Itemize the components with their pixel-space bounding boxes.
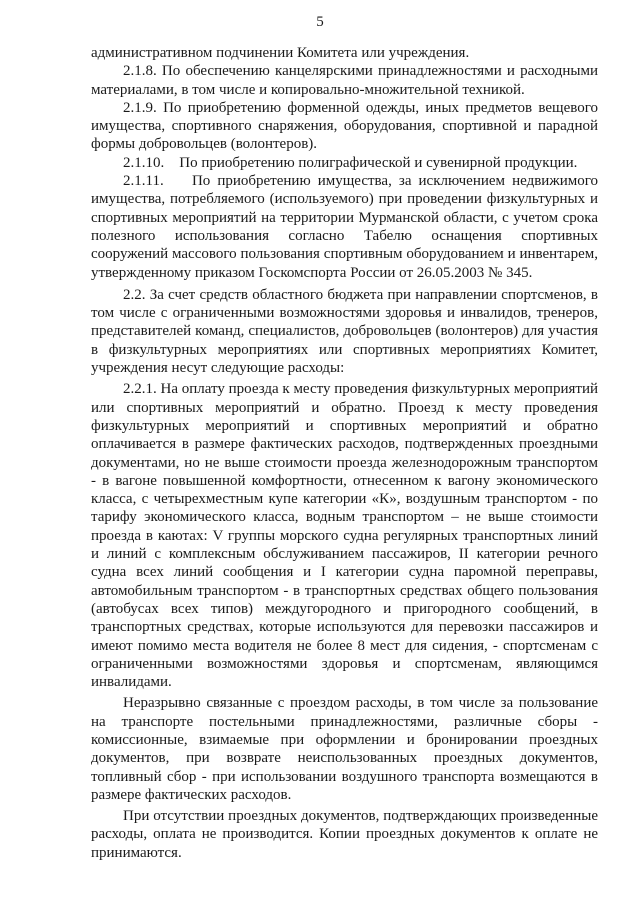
paragraph-2-1-11: 2.1.11. По приобретению имущества, за исключением недвижимого имущества, потребляемого (используемого) при проведении физкультурных и спортивных мероприятий на территории Мурманской области, с учетом срока полезного использования согласно Табелю оснащения спортивных сооружений массового пользования спортивным оборудованием и инвентарем, утвержденному приказом Госкомспорта России от 26.05.2003 № 345. [91,173,602,281]
paragraph-no-documents: При отсутствии проездных документов, подтверждающих произведенные расходы, оплата не производится. Копии проездных документов к оплате не принимаются. [91,808,598,861]
page-number: 5 [316,14,324,30]
paragraph-2-1-8: 2.1.8. По обеспечению канцелярскими принадлежностями и расходными материалами, в том числе и копировально-множительной техникой. [91,63,598,98]
paragraph-2-2: 2.2. За счет средств областного бюджета при направлении спортсменов, в том числе с ограниченными возможностями здоровья и инвалидов, тренеров, представителей команд, специалистов, добровольцев (волонтеров) для участия в физкультурных мероприятиях или спортивных мероприятиях Комитет, учреждения несут следующие расходы: [91,286,598,377]
paragraph-continuation: административном подчинении Комитета или учреждения. [91,45,470,61]
paragraph-2-2-1: 2.2.1. На оплату проезда к месту проведения физкультурных мероприятий или спортивных мероприятий и обратно. Проезд к месту проведения физкультурных мероприятий и спортивных мероприятий и обратно оплачивается в размере фактических расходов, подтвержденных проездными документами, но не выше стоимости проезда железнодорожным транспортом - в вагоне повышенной комфортности, отнесенном к вагону экономического класса, с четырехместным купе категории «К», воздушным транспортом - по тарифу экономического класса, водным транспортом – не выше стоимости проезда в каютах: V группы морского судна регулярных транспортных линий и линий с комплексным обслуживанием пассажиров, II категории речного судна всех линий сообщения и I категории судна паромной переправы, автомобильным транспортом - в транспортных средствах общего пользования (автобусах всех типов) междугородного и пригородного сообщений, в транспортных средствах, которые используются для перевозки пассажиров и имеют помимо места водителя не более 8 мест для сидения, - спортсменам с ограниченными возможностями здоровья и спортсменам, являющимся инвалидами. [91,381,598,691]
paragraph-2-1-10: 2.1.10. По приобретению полиграфической и сувенирной продукции. [123,154,578,171]
paragraph-2-1-9: 2.1.9. По приобретению форменной одежды, иных предметов вещевого имущества, спортивного снаряжения, оборудования, спортивной и парадной формы добровольцев (волонтеров). [91,99,598,153]
paragraph-related-expenses: Неразрывно связанные с проездом расходы, в том числе за пользование на транспорте постельными принадлежностями, различные сборы - комиссионные, взимаемые при оформлении и бронировании проездных документов, при возврате неиспользованных проездных документов, топливный сбор - при использовании воздушного транспорта возмещаются в размере фактических расходов. [91,695,598,803]
document-body [91,44,602,862]
